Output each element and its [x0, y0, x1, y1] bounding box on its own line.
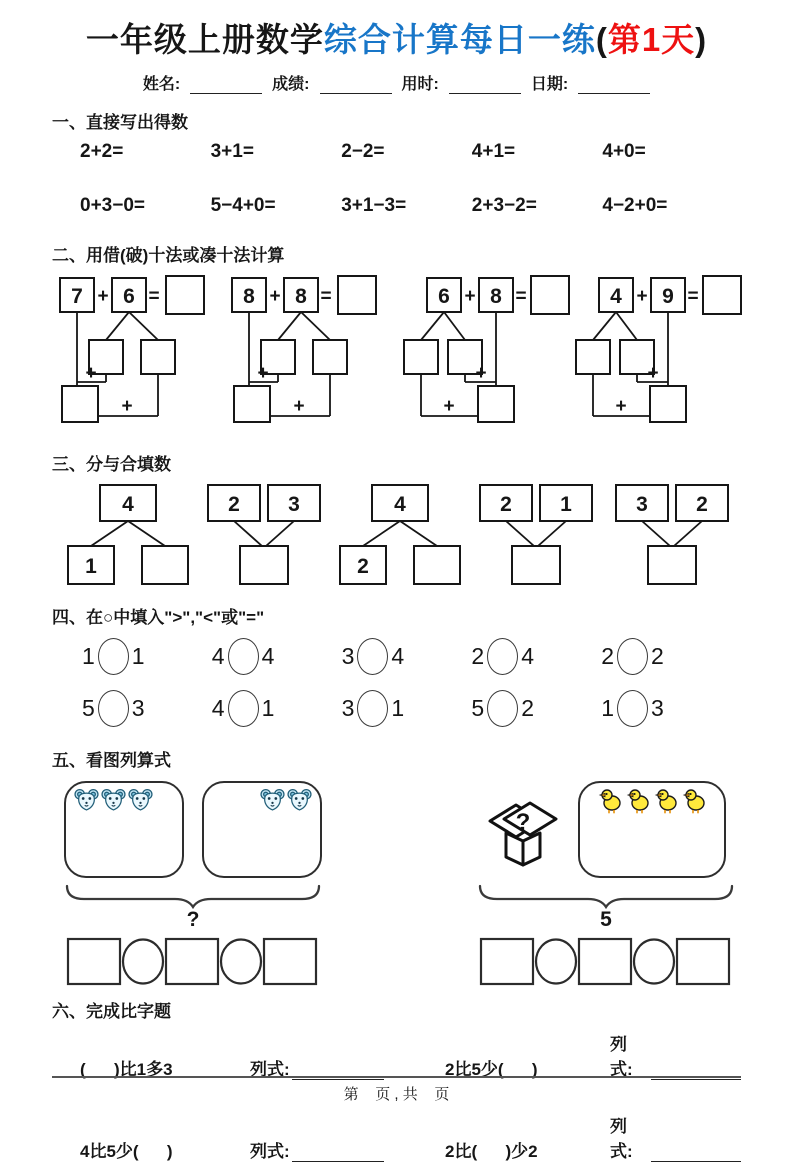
left-number: 3 [341, 694, 355, 721]
bond-bottom-right-box[interactable] [142, 546, 188, 584]
equation-operator-circle[interactable] [221, 940, 261, 984]
right-number: 4 [261, 642, 275, 669]
brace [477, 883, 735, 909]
ten-box[interactable] [62, 386, 98, 422]
bond-top-right-value: 2 [696, 493, 708, 516]
make-ten-diagram [54, 274, 224, 434]
answer-box[interactable] [166, 276, 204, 314]
bond-bottom-box[interactable] [240, 546, 288, 584]
plus-sign: + [443, 396, 455, 417]
bond-top-left-value: 2 [500, 493, 512, 516]
chick-icon [600, 788, 621, 814]
addend2: 6 [123, 285, 135, 308]
mice-group [74, 788, 174, 871]
answer-box[interactable] [338, 276, 376, 314]
right-number: 2 [650, 642, 664, 669]
section4-heading: 四、在○中填入">","<"或"=" [52, 608, 265, 627]
addend2: 8 [295, 285, 308, 308]
bond-bottom-right-box[interactable] [414, 546, 460, 584]
left-number: 2 [471, 642, 485, 669]
ten-box[interactable] [478, 386, 514, 422]
page-footer: 第 页 , 共 页 [52, 1076, 741, 1104]
section1-problems [80, 141, 733, 217]
time-blank[interactable] [449, 79, 521, 94]
plus-sign: + [636, 286, 648, 307]
equation-operator-circle[interactable] [634, 940, 674, 984]
left-number: 4 [211, 642, 225, 669]
chicks-group [588, 788, 716, 871]
left-number: 5 [82, 694, 95, 721]
page-title [52, 14, 741, 61]
bond-bottom-box[interactable] [512, 546, 560, 584]
problem[interactable]: 4+0= [602, 141, 646, 162]
date-label: 日期: [530, 76, 569, 93]
left-number: 3 [341, 642, 355, 669]
left-number: 4 [211, 694, 225, 721]
ten-box[interactable] [650, 386, 686, 422]
addend2: 8 [489, 285, 502, 308]
addend1: 6 [437, 285, 450, 308]
mice-pen-1 [64, 781, 184, 878]
bond-top-left-value: 2 [228, 493, 240, 516]
right-number: 1 [131, 642, 145, 669]
equals-sign: = [515, 286, 527, 307]
date-blank[interactable] [578, 79, 650, 94]
problem[interactable]: 4−2+0= [602, 195, 668, 216]
addend1: 4 [610, 285, 622, 308]
mystery-box-question: ? [515, 809, 531, 836]
formula-label: 列式: [250, 1060, 290, 1079]
title-black: 一年级上册数学 [85, 21, 324, 58]
problem[interactable]: 2+3−2= [471, 195, 537, 216]
chick-icon [684, 788, 705, 814]
section1-heading: 一、直接写出得数 [52, 113, 188, 132]
equation-number-box[interactable] [579, 939, 631, 984]
title-blue: 综合计算每日一练 [323, 21, 596, 58]
equation-number-box[interactable] [264, 939, 316, 984]
number-bond-combine [468, 483, 604, 587]
bond-bottom-box[interactable] [648, 546, 696, 584]
brace [64, 883, 322, 909]
equation-operator-circle[interactable] [536, 940, 576, 984]
addend1: 8 [243, 285, 256, 308]
title-paren-open: ( [595, 21, 608, 58]
compare-item [212, 688, 342, 728]
left-number: 1 [82, 642, 95, 669]
equation-number-box[interactable] [677, 939, 729, 984]
problem[interactable]: 3+1−3= [341, 195, 407, 216]
formula-label: 列式: [610, 1117, 633, 1161]
make-ten-diagram [399, 274, 569, 434]
formula-label: 列式: [250, 1142, 290, 1161]
total-label: 5 [600, 908, 612, 931]
equation-number-box[interactable] [166, 939, 218, 984]
title-red: 第1天 [607, 21, 696, 58]
bond-top-right-value: 1 [560, 493, 572, 516]
right-number: 3 [131, 694, 145, 721]
title-paren-close: ) [695, 21, 708, 58]
problem[interactable]: 3+1= [210, 141, 254, 162]
mice-group [212, 788, 312, 871]
mouse-icon [74, 788, 99, 811]
formula-label: 列式: [610, 1035, 633, 1079]
plus-sign: + [647, 363, 659, 384]
section2-diagrams [54, 274, 741, 434]
total-label: ? [186, 908, 200, 931]
number-bond-split [60, 483, 196, 587]
right-number: 4 [391, 642, 405, 669]
plus-sign: + [85, 363, 97, 384]
compare-item [342, 688, 472, 728]
split-box-left[interactable] [404, 340, 438, 374]
equals-sign: = [148, 286, 160, 307]
chicks-pen [578, 781, 726, 878]
compare-word-problem[interactable]: 2比5少( ) [445, 1060, 538, 1079]
bond-top-left-value: 3 [636, 493, 648, 516]
make-ten-diagram [571, 274, 741, 434]
picture-problem-chicks [477, 779, 735, 987]
compare-circle[interactable] [357, 690, 388, 727]
problem[interactable]: 4+1= [471, 141, 516, 162]
bond-bottom-left-value: 1 [85, 555, 97, 578]
left-number: 5 [471, 694, 485, 721]
compare-item [82, 688, 212, 728]
problem[interactable]: 5−4+0= [210, 195, 276, 216]
compare-item [601, 688, 731, 728]
compare-word-problem[interactable]: 2比( )少2 [445, 1142, 538, 1161]
compare-circle[interactable] [357, 638, 388, 675]
plus-sign: + [257, 363, 269, 384]
compare-item [471, 636, 601, 676]
mouse-icon [128, 788, 153, 811]
bond-bottom-left-value: 2 [357, 555, 369, 578]
section4-problems [82, 636, 731, 728]
equation-template [478, 935, 734, 987]
compare-item [342, 636, 472, 676]
plus-sign: + [97, 286, 109, 307]
bond-top-value: 4 [122, 493, 134, 516]
section3-diagrams [60, 483, 737, 587]
addend2: 9 [662, 285, 674, 308]
compare-item [601, 636, 731, 676]
section5-figures [64, 779, 735, 987]
plus-sign: + [121, 396, 133, 417]
compare-word-problem[interactable]: 4比5少( ) [80, 1142, 173, 1161]
name-label: 姓名: [142, 76, 181, 93]
compare-word-problem[interactable]: ( )比1多3 [80, 1060, 173, 1079]
split-box-left[interactable] [576, 340, 610, 374]
chick-icon [628, 788, 649, 814]
split-box-right[interactable] [313, 340, 347, 374]
student-info-line [52, 71, 741, 94]
problem[interactable]: 0+3−0= [80, 195, 145, 216]
problem[interactable]: 2+2= [80, 141, 124, 162]
equals-sign: = [320, 286, 332, 307]
section5-heading: 五、看图列算式 [52, 751, 171, 770]
plus-sign: + [615, 396, 627, 417]
formula-blank[interactable] [292, 1147, 384, 1162]
section6-heading: 六、完成比字题 [52, 1002, 171, 1021]
score-label: 成绩: [272, 76, 310, 93]
number-bond-split [332, 483, 468, 587]
bond-top-value: 4 [394, 493, 406, 516]
compare-circle[interactable] [228, 638, 259, 675]
equation-template [65, 935, 321, 987]
mice-pen-2 [202, 781, 322, 878]
formula-blank[interactable] [651, 1147, 741, 1162]
compare-circle[interactable] [98, 690, 129, 727]
left-number: 2 [601, 642, 614, 669]
compare-item [212, 636, 342, 676]
right-number: 3 [650, 694, 664, 721]
compare-circle[interactable] [98, 638, 129, 675]
mystery-box-icon [486, 788, 560, 870]
plus-sign: + [475, 363, 487, 384]
equation-operator-circle[interactable] [123, 940, 163, 984]
equation-number-box[interactable] [481, 939, 533, 984]
ten-box[interactable] [234, 386, 270, 422]
compare-circle[interactable] [617, 690, 648, 727]
number-bond-combine [196, 483, 332, 587]
compare-circle[interactable] [617, 638, 648, 675]
picture-problem-mice [64, 779, 322, 987]
right-number: 4 [521, 642, 534, 669]
plus-sign: + [293, 396, 305, 417]
section2-heading: 二、用借(破)十法或凑十法计算 [52, 246, 285, 265]
bond-top-right-value: 3 [288, 493, 300, 516]
compare-circle[interactable] [487, 638, 518, 675]
equals-sign: = [687, 286, 699, 307]
compare-item [471, 688, 601, 728]
mouse-icon [287, 788, 312, 811]
answer-box[interactable] [531, 276, 569, 314]
addend1: 7 [71, 285, 83, 308]
equation-number-box[interactable] [68, 939, 120, 984]
chick-icon [656, 788, 677, 814]
score-blank[interactable] [320, 79, 392, 94]
right-number: 1 [391, 694, 405, 721]
make-ten-diagram [226, 274, 396, 434]
left-number: 1 [601, 694, 614, 721]
number-bond-combine [604, 483, 740, 587]
answer-box[interactable] [703, 276, 741, 314]
right-number: 1 [261, 694, 275, 721]
split-box-right[interactable] [141, 340, 175, 374]
compare-circle[interactable] [228, 690, 259, 727]
name-blank[interactable] [190, 79, 262, 94]
compare-circle[interactable] [487, 690, 518, 727]
problem[interactable]: 2−2= [341, 141, 385, 162]
plus-sign: + [269, 286, 281, 307]
section3-heading: 三、分与合填数 [52, 455, 171, 474]
mouse-icon [101, 788, 126, 811]
time-label: 用时: [401, 76, 439, 93]
plus-sign: + [464, 286, 476, 307]
mouse-icon [260, 788, 285, 811]
right-number: 2 [521, 694, 534, 721]
compare-item [82, 636, 212, 676]
